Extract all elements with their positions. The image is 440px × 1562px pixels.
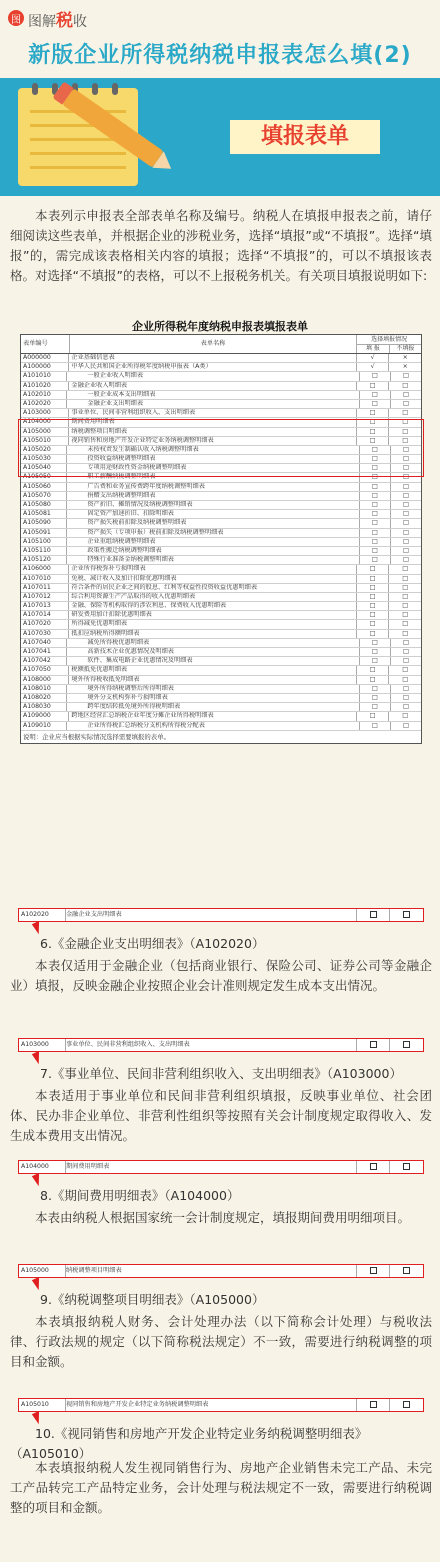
cell-code: A105100 (21, 538, 67, 546)
cell-code: A107020 (21, 620, 69, 628)
cell-fill[interactable]: □ (360, 722, 391, 730)
cell-name: 企业所得税汇总纳税分支机构所得税分配表 (67, 722, 359, 730)
strip-nofill-checkbox[interactable] (390, 1265, 422, 1277)
cell-fill[interactable]: □ (357, 676, 390, 684)
cell-name: 特殊行业准备金纳税调整明细表 (67, 556, 359, 564)
strip-code: A103000 (19, 1039, 66, 1051)
strip-code: A105010 (19, 1399, 66, 1411)
cell-name: 企业基础信息表 (69, 354, 356, 362)
cell-fill[interactable]: □ (360, 492, 391, 500)
header-code: 表单编号 (21, 335, 70, 353)
cell-code: A105090 (21, 519, 67, 527)
section-heading: 10.《视同销售和房地产开发企业特定业务纳税调整明细表》（A105010） (10, 1426, 368, 1461)
cell-name: 税额抵免优惠明细表 (69, 666, 356, 674)
cell-fill[interactable]: □ (360, 639, 391, 647)
table-row (21, 363, 421, 372)
cell-code: A105010 (21, 437, 69, 445)
cell-name: 减免所得税优惠明细表 (67, 639, 359, 647)
cell-name: 境外所得纳税调整后所得明细表 (67, 685, 359, 693)
cell-fill[interactable]: □ (357, 666, 390, 674)
cell-code: A105081 (21, 510, 67, 518)
table-row (21, 519, 421, 528)
cell-name: 中华人民共和国企业所得税年度纳税申报表（A类） (69, 363, 356, 371)
cell-code: A107014 (21, 611, 69, 619)
cell-name: 境外所得税收抵免明细表 (69, 676, 356, 684)
cell-nofill[interactable]: □ (402, 436, 409, 444)
cell-nofill[interactable]: □ (402, 418, 409, 426)
cell-nofill[interactable]: □ (403, 501, 409, 508)
cell-nofill[interactable]: □ (403, 473, 409, 481)
cell-nofill[interactable]: × (402, 354, 408, 361)
cell-nofill[interactable]: □ (403, 638, 409, 646)
table-row (21, 382, 421, 391)
cell-nofill[interactable]: □ (403, 684, 409, 692)
cell-nofill[interactable]: □ (403, 455, 409, 463)
cell-nofill[interactable]: □ (402, 666, 409, 674)
cell-fill[interactable]: □ (357, 437, 390, 445)
cell-fill[interactable]: □ (357, 565, 390, 573)
section-heading: 8.《期间费用明细表》（A104000） (40, 1188, 240, 1203)
cell-fill[interactable]: □ (357, 602, 390, 610)
cell-code: A100000 (21, 363, 69, 371)
cell-name: 一般企业收入明细表 (67, 372, 359, 380)
cell-fill[interactable]: □ (357, 630, 390, 638)
cell-name: 金融、保险等机构取得的涉农利息、保费收入优惠明细表 (69, 602, 356, 610)
table-row (21, 611, 421, 620)
cell-nofill[interactable]: □ (402, 712, 409, 720)
cell-code: A107041 (21, 648, 67, 656)
cell-fill[interactable]: □ (360, 391, 391, 399)
table-row (21, 372, 421, 381)
table-row (21, 547, 421, 556)
table-row (21, 529, 421, 538)
table-row (21, 712, 421, 721)
cell-nofill[interactable]: □ (403, 693, 409, 701)
cell-name: 金融企业支出明细表 (67, 400, 359, 408)
cell-code: A105050 (21, 473, 67, 481)
strip-nofill-checkbox[interactable] (390, 1399, 422, 1411)
strip-code: A105000 (19, 1265, 66, 1277)
cell-nofill[interactable]: □ (403, 556, 409, 564)
table-row (21, 492, 421, 501)
pointer-arrow-icon (32, 921, 44, 935)
cell-fill[interactable]: □ (360, 694, 391, 702)
cell-name: 视同销售和房地产开发企业特定业务纳税调整明细表 (69, 437, 356, 445)
cell-code: A105020 (21, 446, 67, 454)
cell-nofill[interactable]: □ (403, 491, 409, 499)
cell-fill[interactable]: □ (357, 418, 390, 426)
cell-fill[interactable]: □ (360, 510, 391, 518)
cell-nofill[interactable]: □ (403, 510, 409, 518)
cell-nofill[interactable]: □ (402, 427, 409, 435)
header-select: 选择填报情况 (357, 335, 421, 345)
cell-nofill[interactable]: □ (402, 620, 409, 628)
top-bar (0, 0, 440, 38)
cell-code: A107030 (21, 630, 69, 638)
cell-fill[interactable]: □ (360, 519, 391, 527)
cell-name: 综合利用资源生产产品取得的收入优惠明细表 (69, 593, 356, 601)
highlight-row-a102020 (18, 908, 424, 922)
cell-fill[interactable]: □ (357, 593, 390, 601)
cell-nofill[interactable]: □ (402, 629, 409, 637)
table-row (21, 648, 421, 657)
table-row (21, 391, 421, 400)
header-nofill: 不填报 (396, 345, 415, 352)
section-body: 本表填报纳税人财务、会计处理办法（以下简称会计处理）与税收法律、行政法规的规定（以下简称税法规定）不一致，需要进行纳税调整的项目和金额。 (10, 1314, 432, 1369)
logo-text: 图解 (28, 13, 56, 30)
cell-nofill[interactable]: □ (402, 602, 409, 610)
cell-nofill[interactable]: □ (403, 445, 409, 453)
cell-fill[interactable]: □ (360, 483, 391, 491)
strip-code: A104000 (19, 1161, 66, 1173)
table-row (21, 584, 421, 593)
cell-nofill[interactable]: □ (402, 574, 409, 582)
page-title: 新版企业所得税纳税申报表怎么填(2) (28, 43, 412, 68)
cell-fill[interactable]: □ (360, 464, 391, 472)
cell-name: 广告费和业务宣传费跨年度纳税调整明细表 (67, 483, 359, 491)
cell-fill[interactable]: □ (360, 685, 391, 693)
table-row (21, 694, 421, 703)
cell-nofill[interactable]: □ (402, 409, 409, 417)
cell-name: 政策性搬迁纳税调整明细表 (67, 547, 359, 555)
table-row (21, 354, 421, 363)
cell-nofill[interactable]: □ (402, 583, 409, 591)
cell-nofill[interactable]: □ (403, 546, 409, 554)
cell-name: 免税、减计收入及加计扣除优惠明细表 (69, 575, 356, 583)
cell-fill[interactable]: √ (357, 354, 390, 362)
cell-name: 纳税调整项目明细表 (69, 428, 356, 436)
cell-fill[interactable]: □ (360, 657, 391, 665)
cell-fill[interactable]: □ (360, 538, 391, 546)
cell-name: 捐赠支出纳税调整明细表 (67, 492, 359, 500)
table-title: 企业所得税年度纳税申报表填报表单 (132, 320, 308, 333)
cell-name: 抵扣应纳税所得额明细表 (69, 630, 356, 638)
cell-code: A102020 (21, 400, 67, 408)
cell-code: A108020 (21, 694, 67, 702)
cell-name: 期间费用明细表 (69, 418, 356, 426)
table-row (21, 593, 421, 602)
cell-name: 未按权责发生制确认收入纳税调整明细表 (67, 446, 359, 454)
cell-nofill[interactable]: □ (403, 721, 409, 729)
cell-code: A107012 (21, 593, 69, 601)
cell-name: 专项用途财政性资金纳税调整明细表 (67, 464, 359, 472)
section-body: 本表填报纳税人发生视同销售行为、房地产企业销售未完工产品、未完工产品转完工产品特定业务，会计处理与税法规定不一致，需要进行纳税调整的项目和金额。 (10, 1460, 432, 1515)
cell-fill[interactable]: □ (360, 648, 391, 656)
table-row (21, 400, 421, 409)
form-list-table (20, 334, 422, 744)
cell-code: A105080 (21, 501, 67, 509)
highlight-row-a103000 (18, 1038, 424, 1052)
cell-nofill[interactable]: □ (403, 399, 409, 407)
cell-name: 所得减免优惠明细表 (69, 620, 356, 628)
banner-label: 填报表单 (230, 120, 380, 154)
cell-name: 软件、集成电路企业优惠情况及明细表 (67, 657, 359, 665)
highlight-row-a104000 (18, 1160, 424, 1174)
strip-name: 金融企业支出明细表 (66, 909, 357, 921)
cell-code: A107011 (21, 584, 69, 592)
cell-name: 高新技术企业优惠情况及明细表 (67, 648, 359, 656)
cell-code: A108030 (21, 703, 67, 711)
highlight-box (18, 419, 424, 477)
cell-code: A107050 (21, 666, 69, 674)
table-header (21, 335, 421, 354)
table-row (21, 685, 421, 694)
cell-nofill[interactable]: □ (403, 464, 409, 472)
strip-nofill-checkbox[interactable] (390, 1039, 422, 1051)
cell-name: 资产损失（专项申报）税前扣除及纳税调整明细表 (67, 529, 359, 537)
cell-name: 境外分支机构弥补亏损明细表 (67, 694, 359, 702)
cell-code: A105110 (21, 547, 67, 555)
cell-code: A106000 (21, 565, 69, 573)
strip-name: 事业单位、民间非营利组织收入、支出明细表 (66, 1039, 357, 1051)
section-heading: 7.《事业单位、民间非营利组织收入、支出明细表》（A103000） (40, 1066, 402, 1081)
table-row (21, 630, 421, 639)
cell-name: 资产损失税前扣除及纳税调整明细表 (67, 519, 359, 527)
table-row (21, 409, 421, 418)
cell-nofill[interactable]: □ (403, 372, 409, 380)
cell-code: A105060 (21, 483, 67, 491)
cell-nofill[interactable]: □ (403, 657, 409, 665)
cell-fill[interactable]: □ (360, 372, 391, 380)
cell-fill[interactable]: □ (357, 712, 390, 720)
strip-fill-checkbox[interactable] (357, 909, 390, 921)
cell-fill[interactable]: √ (357, 363, 390, 371)
strip-name: 纳税调整项目明细表 (66, 1265, 357, 1277)
cell-fill[interactable]: □ (357, 428, 390, 436)
header-fill: 填 报 (357, 345, 389, 353)
cell-nofill[interactable]: □ (403, 537, 409, 545)
cell-nofill[interactable]: □ (402, 565, 409, 573)
cell-fill[interactable]: □ (360, 473, 391, 481)
cell-name: 事业单位、民间非营利组织收入、支出明细表 (69, 409, 356, 417)
cell-fill[interactable]: □ (357, 620, 390, 628)
cell-fill[interactable]: □ (360, 455, 391, 463)
table-note: 说明：企业应当根据实际情况选择需要填报的表单。 (23, 732, 170, 741)
cell-fill[interactable]: □ (360, 556, 391, 564)
cell-fill[interactable]: □ (357, 611, 390, 619)
cell-nofill[interactable]: □ (403, 648, 409, 655)
cell-code: A105030 (21, 455, 67, 463)
cell-name: 固定资产加速折旧、扣除明细表 (67, 510, 359, 518)
table-row (21, 620, 421, 629)
cell-code: A105091 (21, 529, 67, 537)
highlight-row-a105010 (18, 1398, 424, 1412)
cell-nofill[interactable]: □ (402, 675, 409, 683)
cell-fill[interactable]: □ (360, 501, 391, 509)
cell-fill[interactable]: □ (360, 400, 391, 408)
cell-name: 职工薪酬纳税调整明细表 (67, 473, 359, 481)
section-heading: 9.《纳税调整项目明细表》（A105000） (40, 1292, 265, 1307)
cell-name: 跨地区经营汇总纳税企业年度分摊企业所得税明细表 (69, 712, 356, 720)
table-row (21, 602, 421, 611)
cell-nofill[interactable]: □ (402, 381, 409, 389)
cell-code: A108010 (21, 685, 67, 693)
table-row (21, 538, 421, 547)
strip-nofill-checkbox[interactable] (390, 1161, 422, 1173)
cell-code: A107042 (21, 657, 67, 665)
pointer-arrow-icon (32, 1277, 44, 1291)
cell-code: A105000 (21, 428, 69, 436)
table-row (21, 575, 421, 584)
table-row (21, 666, 421, 675)
cell-nofill[interactable]: □ (403, 703, 409, 711)
cell-fill[interactable]: □ (357, 575, 390, 583)
cell-name: 研发费用加计扣除优惠明细表 (69, 611, 356, 619)
table-row (21, 657, 421, 666)
cell-code: A101020 (21, 382, 69, 390)
strip-nofill-checkbox[interactable] (390, 909, 422, 921)
logo-icon: 图 (8, 10, 24, 26)
table-row (21, 483, 421, 492)
section-body: 本表适用于事业单位和民间非营利组织填报，反映事业单位、社会团体、民办非企业单位、非营利性组织等按照有关会计制度规定取得收入、发生成本费用支出情况。 (10, 1088, 432, 1143)
cell-code: A109000 (21, 712, 69, 720)
cell-code: A104000 (21, 418, 69, 426)
table-row (21, 676, 421, 685)
cell-code: A101010 (21, 372, 67, 380)
cell-nofill[interactable]: × (402, 363, 408, 371)
notepad-pencil-icon (18, 88, 138, 186)
section-body: 本表仅适用于金融企业（包括商业银行、保险公司、证券公司等金融企业）填报，反映金融企业按照企业会计准则规定发生成本支出情况。 (10, 958, 432, 993)
cell-nofill[interactable]: □ (402, 611, 409, 619)
cell-fill[interactable]: □ (360, 446, 391, 454)
table-row (21, 565, 421, 574)
pointer-arrow-icon (32, 1051, 44, 1065)
cell-fill[interactable]: □ (357, 409, 390, 417)
cell-name: 资产折旧、摊销情况及纳税调整明细表 (67, 501, 359, 509)
cell-fill[interactable]: □ (360, 529, 391, 537)
logo (8, 6, 87, 30)
table-row (21, 722, 421, 731)
cell-name: 企业所得税弥补亏损明细表 (69, 565, 356, 573)
cell-code: A000000 (21, 354, 69, 362)
cell-code: A107040 (21, 639, 67, 647)
header-name: 表单名称 (70, 335, 358, 353)
cell-code: A105120 (21, 556, 67, 564)
cell-code: A107010 (21, 575, 69, 583)
logo-tail: 收 (73, 13, 87, 30)
section-body: 本表由纳税人根据国家统一会计制度规定，填报期间费用明细项目。 (35, 1210, 411, 1225)
cell-code: A108000 (21, 676, 69, 684)
strip-fill-checkbox[interactable] (357, 1161, 390, 1173)
cell-nofill[interactable]: □ (403, 528, 409, 536)
table-row (21, 639, 421, 648)
strip-fill-checkbox[interactable] (357, 1039, 390, 1051)
cell-name: 投资收益纳税调整明细表 (67, 455, 359, 463)
intro-paragraph: 本表列示申报表全部表单名称及编号。纳税人在填报申报表之前，请仔细阅读这些表单，并根据企业的涉税业务，选择“填报”或“不填报”。选择“填报”的，需完成该表格相关内容的填报；选择“不填报”的，可以不填报该表格。对选择“不填报”的表格，可以不上报税务机关。有关项目填报说明如下: (10, 208, 432, 283)
pointer-arrow-icon (32, 1173, 44, 1187)
cell-fill[interactable]: □ (357, 584, 390, 592)
cell-code: A105070 (21, 492, 67, 500)
cell-name: 跨年度结转抵免境外所得税明细表 (67, 703, 359, 711)
cell-nofill[interactable]: □ (403, 519, 409, 527)
table-row (21, 501, 421, 510)
strip-fill-checkbox[interactable] (357, 1265, 390, 1277)
strip-fill-checkbox[interactable] (357, 1399, 390, 1411)
banner (0, 78, 440, 196)
cell-name: 一般企业成本支出明细表 (67, 391, 359, 399)
cell-code: A102010 (21, 391, 67, 399)
table-row (21, 703, 421, 712)
cell-fill[interactable]: □ (360, 703, 391, 711)
cell-fill[interactable]: □ (357, 382, 390, 390)
cell-code: A105040 (21, 464, 67, 472)
table-row (21, 556, 421, 565)
strip-name: 期间费用明细表 (66, 1161, 357, 1173)
cell-nofill[interactable]: □ (403, 390, 409, 398)
cell-name: 企业重组纳税调整明细表 (67, 538, 359, 546)
cell-fill[interactable]: □ (360, 547, 391, 555)
section-heading: 6.《金融企业支出明细表》（A102020） (40, 936, 265, 951)
strip-name: 视同销售和房地产开发企业特定业务纳税调整明细表 (66, 1399, 357, 1411)
table-row (21, 510, 421, 519)
cell-nofill[interactable]: □ (403, 482, 409, 490)
cell-code: A107013 (21, 602, 69, 610)
cell-name: 金融企业收入明细表 (69, 382, 356, 390)
highlight-row-a105000 (18, 1264, 424, 1278)
pointer-arrow-icon (32, 1411, 44, 1425)
cell-code: A109010 (21, 722, 67, 730)
cell-nofill[interactable]: □ (402, 592, 409, 600)
logo-brand: 税 (56, 10, 73, 31)
strip-code: A102020 (19, 909, 66, 921)
cell-code: A103000 (21, 409, 69, 417)
cell-name: 符合条件的居民企业之间的股息、红利等权益性投资收益优惠明细表 (69, 584, 356, 592)
